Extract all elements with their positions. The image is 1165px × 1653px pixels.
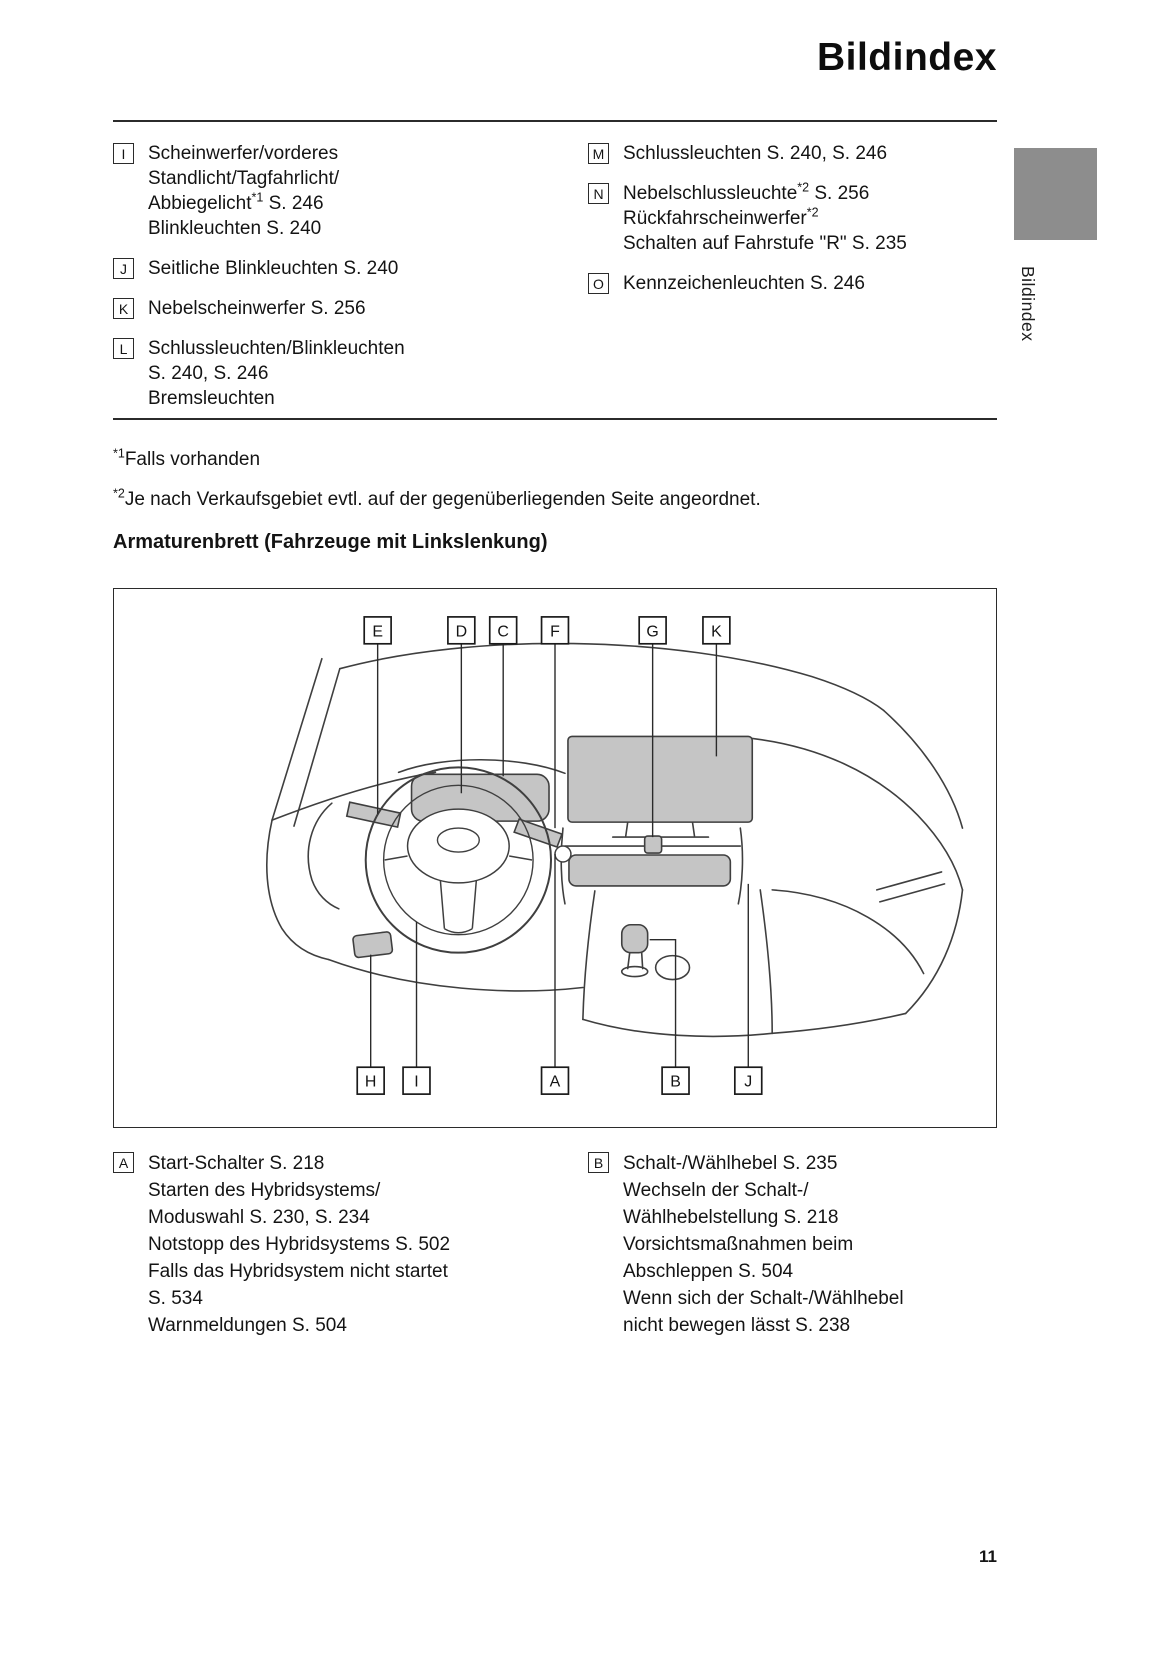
legend-text-m: [623, 141, 887, 166]
svg-text:C: C: [497, 623, 509, 641]
section-heading: Armaturenbrett (Fahrzeuge mit Linkslenkung): [113, 531, 548, 553]
legend-item-i: [113, 141, 578, 241]
bottom-legend-right-column: [588, 1150, 1008, 1339]
legend-item-o: [588, 271, 1008, 296]
svg-text:B: B: [670, 1073, 681, 1091]
legend-item-a: [113, 1150, 578, 1339]
svg-text:F: F: [550, 623, 560, 641]
top-legend-left-column: [113, 141, 578, 411]
key-box-m: M: [588, 143, 609, 164]
callout-label-h: [357, 1067, 384, 1094]
top-legend-right-column: [588, 141, 1008, 296]
legend-line: Schlussleuchten/Blinkleuchten: [148, 338, 405, 359]
legend-line: Warnmeldungen S. 504: [148, 1315, 347, 1336]
callout-label-b: [662, 1067, 689, 1094]
legend-line: S. 240, S. 246: [148, 363, 269, 384]
legend-line: Rückfahrscheinwerfer$^{*2}$: [623, 205, 819, 229]
legend-line: Falls das Hybridsystem nicht startet: [148, 1261, 448, 1282]
page-number: 11: [979, 1547, 997, 1566]
legend-line: Blinkleuchten S. 240: [148, 218, 322, 239]
dashboard-diagram-svg: [114, 589, 996, 1127]
key-box-o: O: [588, 273, 609, 294]
footnote-1: $^{*1}$Falls vorhanden: [113, 446, 261, 470]
legend-line: Start-Schalter S. 218: [148, 1153, 325, 1174]
legend-line: Nebelschlussleuchte$^{*2}$ S. 256: [623, 180, 870, 204]
divider-top: [113, 120, 997, 122]
legend-line: S. 534: [148, 1288, 203, 1309]
footnote-marker: *2: [797, 180, 810, 195]
key-box-b: B: [588, 1152, 609, 1173]
key-box-j: J: [113, 258, 134, 279]
footnote-2: $^{*2}$Je nach Verkaufsgebiet evtl. auf der gegenüberliegenden Seite angeordnet.: [113, 486, 761, 510]
legend-text-l: [148, 336, 405, 411]
legend-line: Bremsleuchten: [148, 388, 275, 409]
svg-text:K: K: [711, 623, 722, 641]
footnote-marker: *2: [806, 205, 819, 220]
legend-item-l: [113, 336, 578, 411]
legend-line: nicht bewegen lässt S. 238: [623, 1315, 851, 1336]
page-title: Bildindex: [816, 36, 997, 79]
legend-line: Starten des Hybridsystems/: [148, 1180, 381, 1201]
callout-label-k: [703, 617, 730, 644]
legend-item-j: [113, 256, 578, 281]
callout-label-c: [490, 617, 517, 644]
divider-middle: [113, 418, 997, 420]
svg-text:I: I: [414, 1073, 419, 1091]
callout-label-g: [639, 617, 666, 644]
legend-line: Abschleppen S. 504: [623, 1261, 794, 1282]
key-box-l: L: [113, 338, 134, 359]
legend-text-j: [148, 256, 398, 281]
svg-text:E: E: [372, 623, 383, 641]
lower-left-switch-panel: [353, 931, 393, 957]
legend-line: Schlussleuchten S. 240, S. 246: [623, 143, 888, 164]
footnote-marker: *1: [251, 190, 264, 205]
legend-line: Notstopp des Hybridsystems S. 502: [148, 1234, 451, 1255]
legend-line: Wählhebelstellung S. 218: [623, 1207, 839, 1228]
legend-text-b: [623, 1150, 904, 1339]
legend-item-b: [588, 1150, 1008, 1339]
legend-item-k: [113, 296, 578, 321]
svg-text:D: D: [455, 623, 468, 641]
legend-line: Abbiegelicht$^{*1}$ S. 246: [148, 190, 324, 214]
legend-line: Scheinwerfer/vorderes: [148, 143, 339, 164]
chapter-tab-marker: [1014, 148, 1097, 240]
legend-text-n: [623, 181, 907, 256]
callout-label-d: [448, 617, 475, 644]
legend-text-k: [148, 296, 366, 321]
legend-item-n: [588, 181, 1008, 256]
callout-label-j: [735, 1067, 762, 1094]
legend-line: Vorsichtsmaßnahmen beim: [623, 1234, 854, 1255]
svg-text:J: J: [744, 1073, 753, 1091]
bottom-legend-left-column: [113, 1150, 578, 1339]
legend-line: Schalten auf Fahrstufe "R" S. 235: [623, 233, 907, 254]
key-box-k: K: [113, 298, 134, 319]
callout-label-f: [542, 617, 569, 644]
center-display: [568, 736, 752, 822]
legend-text-i: [148, 141, 339, 241]
center-trim-band: [569, 855, 730, 886]
legend-line: Nebelscheinwerfer S. 256: [148, 298, 366, 319]
svg-text:G: G: [646, 623, 659, 641]
legend-line: Wenn sich der Schalt-/Wählhebel: [623, 1288, 904, 1309]
key-box-a: A: [113, 1152, 134, 1173]
key-box-i: I: [113, 143, 134, 164]
legend-line: Standlicht/Tagfahrlicht/: [148, 168, 340, 189]
svg-text:H: H: [364, 1073, 377, 1091]
legend-item-m: [588, 141, 1008, 166]
callout-label-a: [542, 1067, 569, 1094]
dashboard-figure: [113, 588, 997, 1128]
legend-text-o: [623, 271, 865, 296]
footnote-marker: *2: [113, 486, 125, 501]
footnote-marker: *1: [113, 446, 125, 461]
legend-line: Seitliche Blinkleuchten S. 240: [148, 258, 399, 279]
legend-text-a: [148, 1150, 450, 1339]
chapter-tab-label: Bildindex: [1018, 266, 1038, 342]
svg-text:A: A: [549, 1073, 561, 1091]
start-switch: [555, 846, 571, 862]
shift-knob: [622, 925, 648, 953]
legend-line: Kennzeichenleuchten S. 246: [623, 273, 865, 294]
key-box-n: N: [588, 183, 609, 204]
legend-line: Schalt-/Wählhebel S. 235: [623, 1153, 838, 1174]
callout-label-e: [364, 617, 391, 644]
legend-line: Moduswahl S. 230, S. 234: [148, 1207, 370, 1228]
hazard-switch: [645, 836, 662, 853]
callout-label-i: [403, 1067, 430, 1094]
legend-line: Wechseln der Schalt-/: [623, 1180, 809, 1201]
